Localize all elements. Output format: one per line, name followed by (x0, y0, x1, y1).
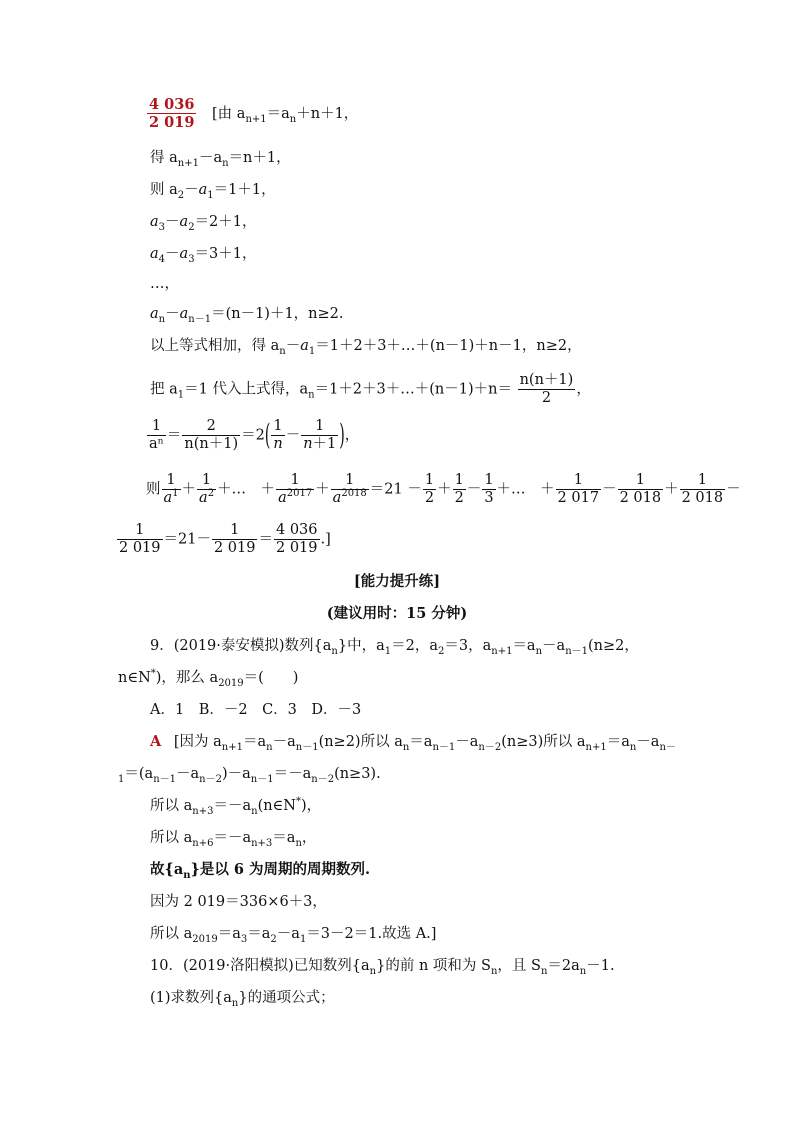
solution-8-line: $a_n-a_{n-1}=(n-1)+1$，n≥2. (150, 306, 344, 325)
solution-9-line: 所以 $a_{2019}=a_3=a_2-a_1=3-2=1$.故选 A.] (150, 926, 437, 945)
solution-9-line: 所以 $a_{n+6}=-a_{n+3}=a_n$， (150, 830, 317, 849)
question-9-choices: A．1 B．－2 C．3 D．－3 (150, 702, 362, 718)
question-10: 10．(2019·洛阳模拟)已知数列$\{a_n\}$的前 n 项和为 $S_n$，且 $S_n=2a_n-1$. (150, 958, 615, 977)
solution-8-line: 得 $a_{n+1}-a_n=n+1$， (150, 150, 291, 169)
solution-8-line: 把 $a_1=1$ 代入上式得，$a_n=1+2+3+\dots+(n-1)+n=$ $\frac{n(n+1)}{2}$ ， (150, 372, 591, 406)
fraction: $\frac{n(n+1)}{2}$ (519, 372, 574, 406)
answer-9: A (150, 733, 162, 750)
question-9: n∈N*)，那么 $a_{2019}=$( ) (118, 668, 299, 689)
solution-8-line: $\frac{1}{\text{aⁿ}}$ ＝ $\frac{2}{n(n+1)}$ ＝2( $\frac{1}{n}$ － $\frac{1}{n+1}$ )， (149, 418, 360, 453)
solution-9-line: 所以 $a_{n+3}=-a_n(n\in N^*)$， (150, 796, 322, 817)
solution-8-line: 以上等式相加，得 $a_n-a_1=1+2+3+\dots+(n-1)+n-1$，n≥2， (150, 338, 582, 357)
solution-8-line: 则 $\frac{1}{a^1}$ ＋ $\frac{1}{a^2}$ ＋… ＋ $\frac{1}{a^{2017}}$ ＋ $\frac{1}{a^{2018}}$ ＝21 － $\frac{1}{2}$ ＋ $\frac{1}{2}$ － $\frac{1}{3}$ ＋… ＋ $\frac{1}{2 017}$ － $\frac{1}{2 018}$ ＋ $\frac{1}{2 018}$ － (146, 472, 741, 506)
question-9: 9．(2019·泰安模拟)数列$\{a_n\}$中，$a_1=2$，$a_2=3$，$a_{n+1}=a_n-a_{n-1}(n\ge 2$， (150, 638, 639, 657)
solution-9-line: 因为 2 019＝336×6＋3， (150, 894, 327, 910)
solution-9-line: 故$\{a_n\}$是以 6 为周期的周期数列. (150, 861, 371, 881)
question-10-part-1: (1)求数列$\{a_n\}$的通项公式； (150, 990, 335, 1009)
solution-9-line: $_1=(a_{n-1}-a_{n-2})-a_{n-1}=-a_{n-2}(n\ge 3)$. (118, 766, 381, 785)
solution-8-line: $\frac{1}{2 019}$ ＝21－ $\frac{1}{2 019}$ ＝ $\frac{4 036}{2 019}$ .] (119, 522, 331, 556)
solution-8-line: 则 $a_2-a_1=1+1$， (150, 182, 276, 201)
solution-8-line: …， (150, 276, 179, 292)
answer-8-fraction: $\frac{4 036}{2 019}$ (149, 96, 195, 131)
solution-8-line: $a_3-a_2=2+1$， (150, 214, 257, 233)
solution-8-intro: [由 $a_{n+1}=a_n+n+1$， (212, 105, 359, 125)
answer-8 (146, 96, 358, 131)
solution-8-line: $a_4-a_3=3+1$， (150, 246, 257, 265)
section-title: [能力提升练] (353, 573, 441, 590)
solution-9-line: A [因为 $a_{n+1}=a_n-a_{n-1}(n\ge 2)$所以 $a_n=a_{n-1}-a_{n-2}(n\ge 3)$所以 $a_{n+1}=a_n-a_{n-}$ (150, 733, 676, 753)
section-subtitle: (建议用时：15 分钟) (326, 605, 468, 622)
